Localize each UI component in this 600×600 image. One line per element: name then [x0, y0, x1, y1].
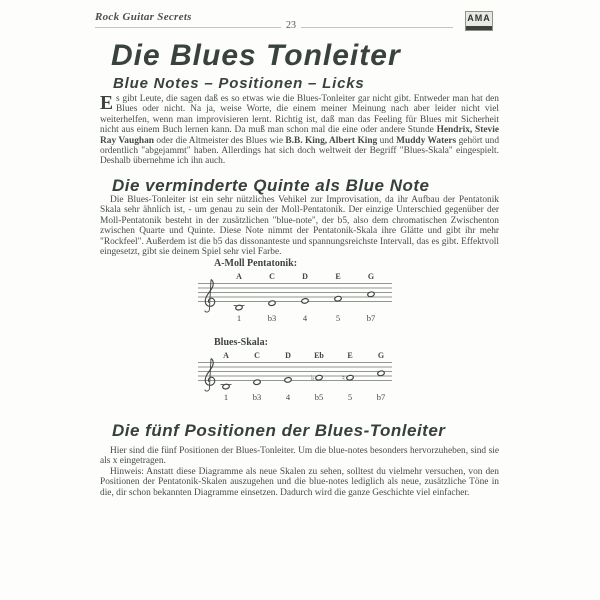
svg-text:♮: ♮ — [342, 373, 345, 383]
svg-text:♭: ♭ — [310, 373, 315, 383]
section-heading-blue-note: Die verminderte Quinte als Blue Note — [112, 176, 430, 195]
artist-name: B.B. King, Albert King — [285, 135, 378, 146]
paragraph-text: gehört und ordentlich "abgejammt" haben. Allerdings hat sich doch weltweit der Begriff "Blues-Skala" eingespielt. Deshalb übernehme ich ihn auch. — [100, 135, 500, 167]
drop-cap: E — [100, 93, 114, 114]
svg-text:C: C — [269, 272, 275, 281]
svg-text:D: D — [302, 272, 308, 281]
example1-label: A-Moll Pentatonik: — [214, 258, 298, 269]
paragraph-text: und — [377, 135, 397, 146]
music-staff-pentatonic — [196, 270, 394, 324]
svg-text:b7: b7 — [366, 313, 376, 323]
svg-text:1: 1 — [236, 313, 242, 323]
svg-text:b3: b3 — [267, 313, 277, 323]
page-subtitle: Blue Notes – Positionen – Licks — [113, 75, 365, 92]
page-title: Die Blues Tonleiter — [111, 39, 401, 72]
book-title: Rock Guitar Secrets — [95, 11, 192, 23]
section2-paragraph-2: Hinweis: Anstatt diese Diagramme als neue Skalen zu sehen, solltest du vielmehr versuchen, von den Positionen der Pentatonik-Skalen auszugehen und die blue-notes lediglich als neue, zusätzliche Töne in die, dir schon bekannten Diagramme einsetzen. Dadurch wird die ganze Geschichte viel einfacher. — [100, 467, 499, 498]
publisher-logo-band — [466, 26, 492, 30]
svg-text:A: A — [236, 272, 242, 281]
publisher-logo — [465, 11, 493, 31]
svg-text:b3: b3 — [252, 392, 262, 402]
paragraph-text: oder die Altmeister des Blues wie — [154, 135, 286, 146]
artist-name: Muddy Waters — [396, 135, 457, 146]
svg-text:D: D — [285, 351, 291, 360]
page-number: 23 — [281, 20, 301, 31]
intro-paragraph — [100, 94, 499, 167]
section2-paragraph-1: Hier sind die fünf Positionen der Blues-Tonleiter. Um die blue-notes besonders hervorzuheben, sind sie als x eingetragen. — [100, 446, 499, 467]
svg-text:E: E — [335, 272, 341, 281]
svg-text:E: E — [347, 351, 353, 360]
svg-text:1: 1 — [223, 392, 229, 402]
svg-text:4: 4 — [302, 313, 308, 323]
example2-label: Blues-Skala: — [214, 337, 268, 348]
svg-text:G: G — [377, 351, 385, 360]
svg-text:A: A — [223, 351, 229, 360]
header-rule — [95, 27, 453, 28]
svg-text:5: 5 — [335, 313, 341, 323]
svg-text:Eb: Eb — [314, 351, 324, 360]
section-heading-positions: Die fünf Positionen der Blues-Tonleiter — [112, 421, 446, 440]
svg-text:b7: b7 — [376, 392, 386, 402]
music-staff-blues-scale — [196, 349, 394, 403]
section1-paragraph: Die Blues-Tonleiter ist ein sehr nützliches Vehikel zur Improvisation, da ihr Aufbau der Pentatonik Skala sehr ähnlich ist, - um genau zu sein der Moll-Pentatonik. Der einzige Unterschied gegenüber der Moll-Pentatonik besteht in der zusätzlichen "blue-note", der b5, also dem chromatischen Zwischenton zwischen Quarte und Quinte. Diese Note nimmt der Pentatonik-Skala ihre Glätte und gibt ihr mehr "Rockfeel". Außerdem ist die b5 das dissonanteste und spannungsreichste Intervall, das es gibt. Effektvoll eingesetzt, gibt sie deinem Spiel sehr viel Farbe. — [100, 195, 499, 258]
svg-text:C: C — [254, 351, 260, 360]
svg-text:G: G — [367, 272, 375, 281]
publisher-logo-text: AMA — [467, 13, 491, 23]
svg-text:5: 5 — [347, 392, 353, 402]
svg-text:b5: b5 — [314, 392, 324, 402]
paragraph-text: s gibt Leute, die sagen daß es so etwas wie die Blues-Tonleiter gar nicht gibt. Entweder man hat den Blues oder nicht. Na ja, weise Worte, die einem meiner Meinung nach aber leider nicht viel weiterhelfen, wenn man improvisieren lernt. Richtig ist, daß man das Feeling für Blues mit Sicherheit nicht aus einem Buch lernen kann. Da muß man schon mal die eine oder andere Stunde — [100, 94, 499, 136]
svg-text:4: 4 — [285, 392, 291, 402]
artist-name: Hendrix, Stevie Ray Vaughan — [100, 125, 499, 146]
